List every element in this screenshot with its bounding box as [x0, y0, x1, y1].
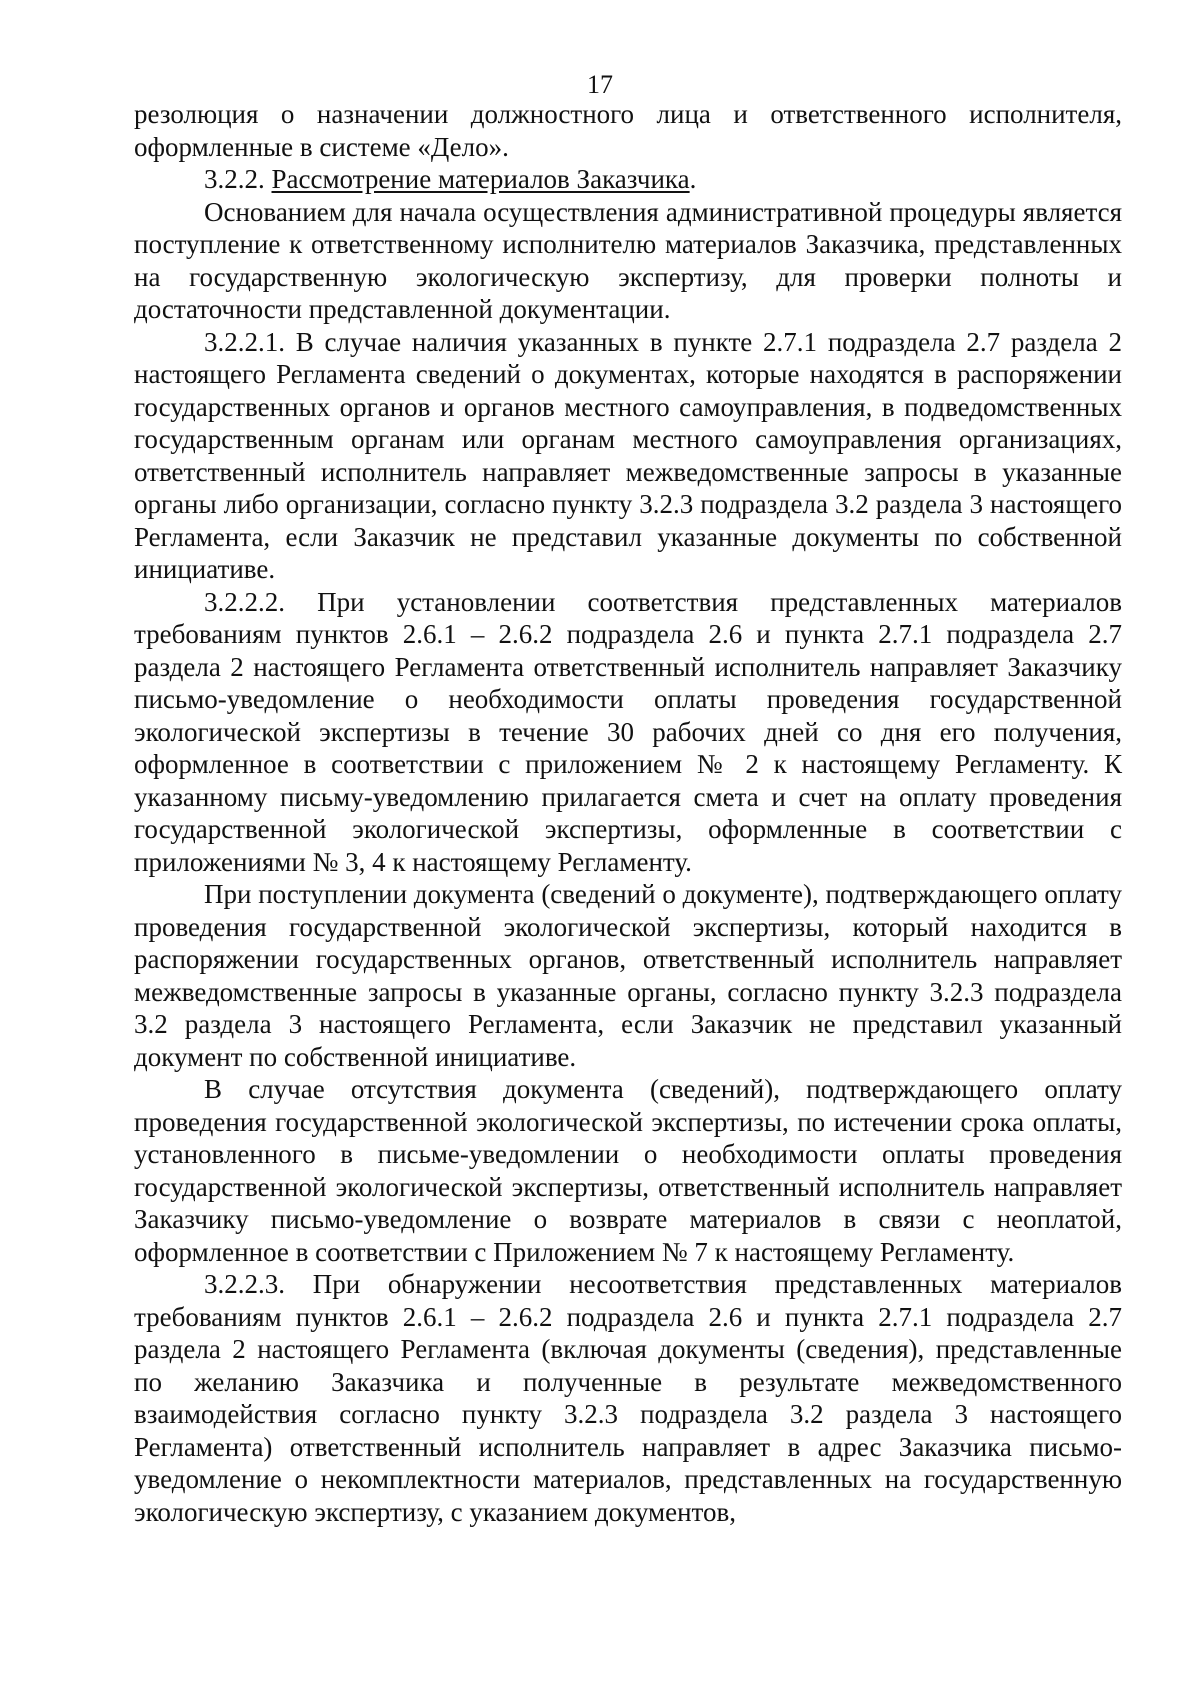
section-heading-number: 3.2.2.: [204, 164, 265, 194]
paragraph-3-2-2-1: 3.2.2.1. В случае наличия указанных в пункте 2.7.1 подраздела 2.7 раздела 2 настоящего Регламента сведений о документах, которые находятся в распоряжении государственных органов и органов местного самоуправления, в подведомственных государственным органам или органам местного самоуправления организациях, ответственный исполнитель направляет межведомственные запросы в указанные органы либо организации, согласно пункту 3.2.3 подраздела 3.2 раздела 3 настоящего Регламента, если Заказчик не представил указанные документы по собственной инициативе.: [134, 326, 1122, 584]
paragraph-3-2-2-2: 3.2.2.2. При установлении соответствия представленных материалов требованиям пунктов 2.6.1 – 2.6.2 подраздела 2.6 и пункта 2.7.1 подраздела 2.7 раздела 2 настоящего Регламента ответственный исполнитель направляет Заказчику письмо-уведомление о необходимости оплаты проведения государственной экологической экспертизы в течение 30 рабочих дней со дня его получения, оформленное в соответствии с приложением № 2 к настоящему Регламенту. К указанному письму-уведомлению прилагается смета и счет на оплату проведения государственной экологической экспертизы, оформленные в соответствии с приложениями № 3, 4 к настоящему Регламенту.: [134, 586, 1122, 877]
page-number: 17: [587, 70, 613, 99]
paragraph-3-2-2-3: 3.2.2.3. При обнаружении несоответствия представленных материалов требованиям пунктов 2.6.1 – 2.6.2 подраздела 2.6 и пункта 2.7.1 подраздела 2.7 раздела 2 настоящего Регламента (включая документы (сведения), представленные по желанию Заказчика и полученные в результате межведомственного взаимодействия согласно пункту 3.2.3 подраздела 3.2 раздела 3 настоящего Регламента) ответственный исполнитель направляет в адрес Заказчика письмо-уведомление о некомплектности материалов, представленных на государственную экологическую экспертизу, с указанием документов,: [134, 1269, 1122, 1527]
document-body: [134, 98, 1122, 1528]
paragraph-continuation: резолюция о назначении должностного лица и ответственного исполнителя, оформленные в системе «Дело».: [134, 99, 1122, 162]
paragraph-payment-receipt: При поступлении документа (сведений о документе), подтверждающего оплату проведения государственной экологической экспертизы, который находится в распоряжении государственных органов, ответственный исполнитель направляет межведомственные запросы в указанные органы, согласно пункту 3.2.3 подраздела 3.2 раздела 3 настоящего Регламента, если Заказчик не представил указанный документ по собственной инициативе.: [134, 879, 1122, 1072]
section-heading: [134, 163, 1122, 196]
paragraph-payment-absence: В случае отсутствия документа (сведений), подтверждающего оплату проведения государственной экологической экспертизы, по истечении срока оплаты, установленного в письме-уведомлении о необходимости оплаты проведения государственной экологической экспертизы, ответственный исполнитель направляет Заказчику письмо-уведомление о возврате материалов в связи с неоплатой, оформленное в соответствии с Приложением № 7 к настоящему Регламенту.: [134, 1074, 1122, 1267]
section-heading-period: .: [689, 164, 697, 194]
paragraph-basis: Основанием для начала осуществления административной процедуры является поступление к ответственному исполнителю материалов Заказчика, представленных на государственную экологическую экспертизу, для проверки полноты и достаточности представленной документации.: [134, 196, 1122, 324]
section-heading-title: Рассмотрение материалов Заказчика: [271, 164, 690, 194]
